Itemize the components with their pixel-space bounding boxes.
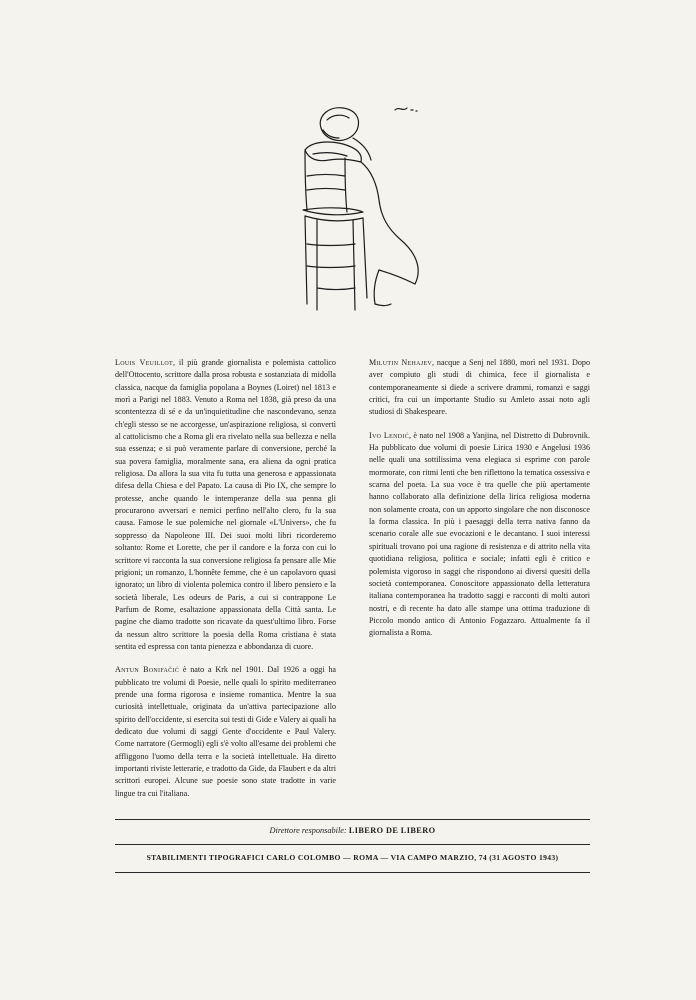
bio-text: , il più grande giornalista e polemista cattolico dell'Ottocento, scrittore dalla prosa robusta e sostanziata di midolla classica, nacque da famiglia popolana a Boynes (Loiret) nel 1813 e morì a Parigi nel 1883. Venuto a Roma nel 1838, già preso da una scontentezza di sé e da un'inquietitudine che nascondevano, senza ch'egli stesso se ne accorgesse, un'aspirazione religiosa, si convertì al cattolicismo che a Roma gli era rivelato nella sua bellezza e nella sua essenza; e si può veramente parlare di conversione, perché la sua povera famiglia, moralmente sana, era aliena da ogni pratica religiosa. Da allora la sua vita fu tutta una generosa e appassionata difesa della Chiesa e del Papato. La causa di Pio IX, che sempre lo protesse, anche quando le intemperanze della sua penna gli procurarono avversari e nemici perfino nell'alto clero, fu la sua causa. Famose le sue polemiche nel giornale «L'Univers», che fu soppresso da Napoleone III. Dei suoi molti libri ricorderemo soltanto: Rome et Lorette, che per il candore e la forza con cui lo scrittore vi racconta la sua conversione religiosa fa pensare alle Mie prigioni; un romanzo, L'honnête femme, che è un capolavoro quasi ignorato; un libro di violenta polemica contro il libero pensiero e la società liberale, Les odeurs de Paris, a cui si contrappone Le Parfum de Rome, esaltazione appassionata della Città santa. Le pagine che diamo tradotte son ricavate da quest'ultimo libro. Forse da nessun altro scrittore la poesia della Roma cristiana è stata sentita ed espressa con tanta pienezza e abbondanza di cuore. [115,358,336,651]
colophon-rule-top [115,819,590,820]
bio-text: , è nato nel 1908 a Yanjina, nel Distretto di Dubrovnik. Ha pubblicato due volumi di poesie Lirica 1930 e Angelusi 1936 nelle quali una sottilissima vena elegiaca si esprime con parole mormorate, con ritmi lenti che ben riflettono la tematica ossessiva e scarna del poeta. La sua voce è tra quelle che più apertamente hanno collaborato alla definizione della lirica religiosa moderna non solamente croata, con un apporto singolare che non disconosce la forma classica. In più i paesaggi della terra nativa fanno da scenario corale alle sue evocazioni e le decantano. I suoi interessi spirituali trovano poi una ragione di resistenza e di attrito nella vita quotidiana religiosa, politica e sociale; infatti egli è critico e polemista vigoroso in saggi che rispondono ai diversi quesiti della società contemporanea. Conoscitore appassionato della letteratura italiana contemporanea ha tradotto saggi e racconti di molti autori nostri, e di recente ha dato alle stampe una ottima traduzione di Piccolo mondo antico di Antonio Fogazzaro. Attualmente fa il giornalista a Roma. [369,430,590,638]
bio-veuillot [115,357,336,653]
bio-name: Ivo Lendić [369,430,409,440]
bio-name: Antun Bonifačić [115,665,180,675]
editor-name: LIBERO DE LIBERO [348,826,436,835]
bio-nehajev [369,357,590,419]
right-column [369,357,590,651]
bio-name: Louis Veuillot [115,358,174,367]
colophon-rule-bottom [115,872,590,873]
printer-line: STABILIMENTI TIPOGRAFICI CARLO COLOMBO — ROMA — VIA CAMPO MARZIO, 74 (31 AGOSTO 1943) [146,853,559,862]
bio-bonifacic [115,664,336,800]
editor-line [115,826,590,835]
bio-lendic [369,430,590,640]
bio-text: , nacque a Senj nel 1880, morì nel 1931. Dopo aver compiuto gli studi di chimica, fece il giornalista e contemporaneamente si diede a scrivere drammi, romanzi e saggi critici, fra cui un importante Studio su Amleto assai noto agli studiosi di Shakespeare. [369,358,590,417]
bio-text: è nato a Krk nel 1901. Dal 1926 a oggi ha pubblicato tre volumi di Poesie, nelle quali lo spirito mediterraneo prende una forma rigorosa e insieme romantica. Mentre la sua curiosità intellettuale, originata da un'attiva partecipazione allo spirito dell'occidente, si esercita sui testi di Gide e Valery ai quali ha dedicato due volumi di saggi Gente d'occidente e Paul Valery. Come narratore (Germogli) egli s'è volto all'esame dei problemi che affliggono l'uomo della terra e la società intellettuale. Ha diretto importanti riviste letterarie, e tradotto da Gide, da Flaubert e da altri scrittori europei. Alcune sue poesie sono state tradotte in varie lingue tra cui l'italiana. [115,665,337,798]
bio-name: Milutin Nehajev [369,358,433,367]
seated-figure-illustration [283,98,433,320]
colophon-rule-middle [115,844,590,845]
editor-label: Direttore responsabile: [269,826,347,835]
left-column [115,357,336,811]
